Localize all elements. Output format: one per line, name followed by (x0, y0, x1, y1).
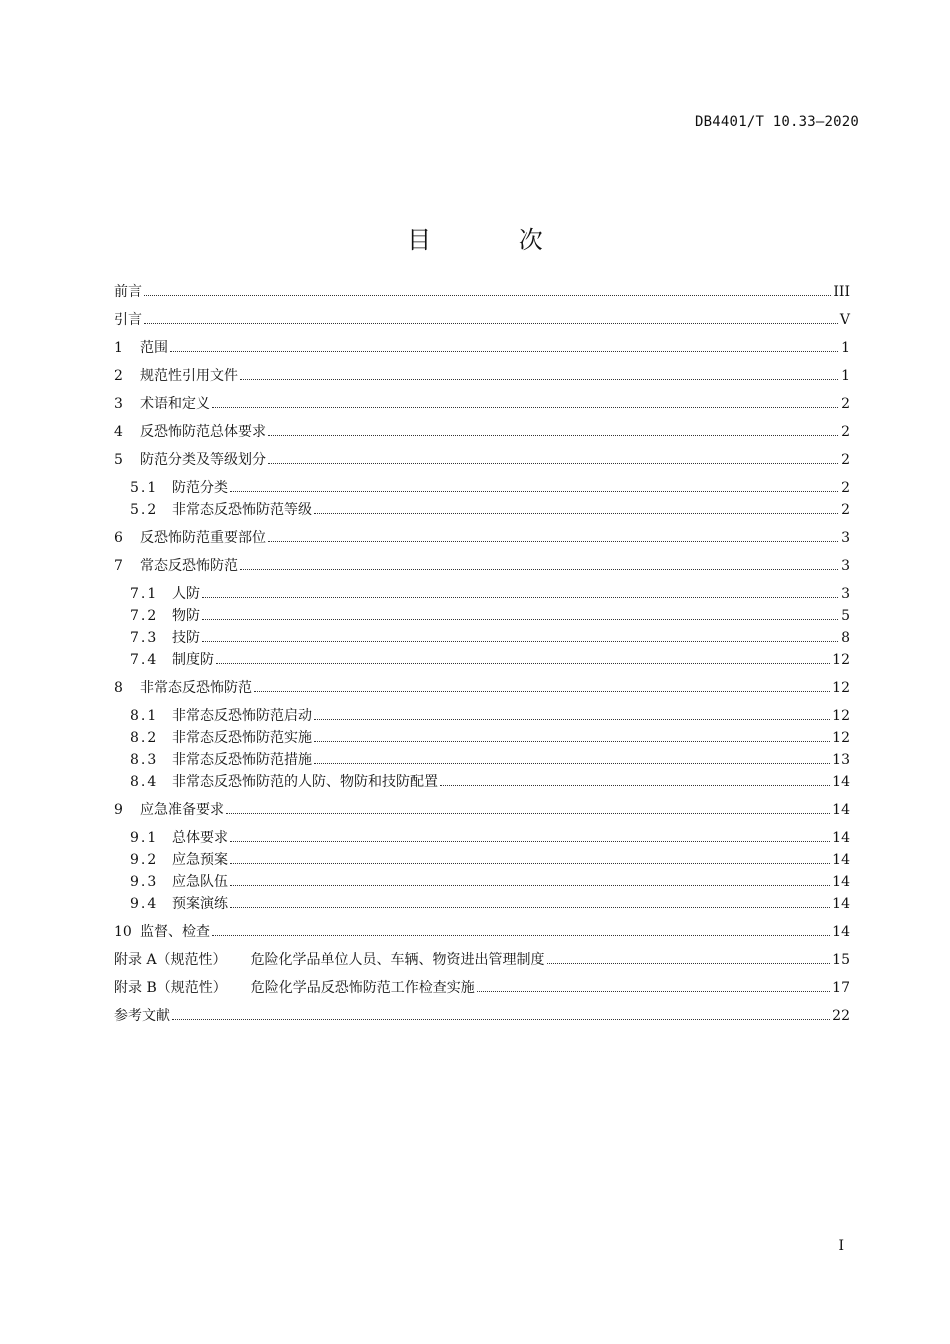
toc-entry-label: 预案演练 (172, 896, 228, 912)
toc-entry[interactable] (114, 871, 850, 893)
toc-entry[interactable] (114, 799, 850, 821)
toc-entry-label: 监督、检查 (140, 924, 210, 940)
toc-entry-page: 15 (832, 952, 850, 968)
toc-entry-label: 非常态反恐怖防范启动 (172, 708, 312, 724)
toc-entry[interactable] (114, 893, 850, 915)
toc-entry-page: 14 (832, 852, 850, 868)
dot-leader (268, 434, 838, 436)
dot-leader (226, 812, 830, 814)
toc-entry-number: 8 (114, 680, 123, 696)
toc-entry-label: 常态反恐怖防范 (140, 558, 238, 574)
toc-entry-label: 总体要求 (172, 830, 228, 846)
dot-leader (314, 762, 830, 764)
toc-entry-label: 制度防 (172, 652, 214, 668)
toc-entry-label: 应急准备要求 (140, 802, 224, 818)
toc-entry-number: 7.3 (130, 630, 159, 646)
toc-entry[interactable] (114, 583, 850, 605)
toc-entry[interactable] (114, 649, 850, 671)
dot-leader (202, 596, 838, 598)
toc-entry-label: 防范分类 (172, 480, 228, 496)
toc-entry-number: 3 (114, 396, 123, 412)
toc-entry-number: 7.1 (130, 586, 159, 602)
toc-entry[interactable] (114, 977, 850, 999)
dot-leader (477, 990, 830, 992)
toc-entry-label: 非常态反恐怖防范 (140, 680, 252, 696)
dot-leader (440, 784, 830, 786)
toc-entry-label: 危险化学品反恐怖防范工作检查实施 (250, 980, 475, 996)
dot-leader (144, 322, 838, 324)
dot-leader (144, 294, 831, 296)
dot-leader (240, 568, 838, 570)
dot-leader (314, 512, 838, 514)
toc-entry-label: 非常态反恐怖防范的人防、物防和技防配置 (172, 774, 438, 790)
dot-leader (172, 1018, 830, 1020)
toc-entry-number: 8.3 (130, 752, 159, 768)
toc-entry-page: V (839, 312, 850, 328)
toc-entry-page: 2 (841, 480, 850, 496)
toc-entry[interactable] (114, 393, 850, 415)
toc-entry-number: 9 (114, 802, 123, 818)
dot-leader (230, 906, 830, 908)
toc-entry[interactable] (114, 421, 850, 443)
toc-entry-number: 4 (114, 424, 123, 440)
toc-entry[interactable] (114, 499, 850, 521)
toc-entry-number: 7 (114, 558, 123, 574)
toc-entry[interactable] (114, 1005, 850, 1027)
toc-entry-label: 非常态反恐怖防范实施 (172, 730, 312, 746)
page-title: 目 次 (407, 226, 583, 255)
toc-entry[interactable] (114, 921, 850, 943)
toc-entry-page: 13 (832, 752, 850, 768)
toc-entry-page: 12 (832, 680, 850, 696)
toc-entry[interactable] (114, 771, 850, 793)
toc-entry[interactable] (114, 527, 850, 549)
toc-entry-label: 规范性引用文件 (140, 368, 238, 384)
toc-entry-label: 非常态反恐怖防范措施 (172, 752, 312, 768)
toc-entry-page: 3 (841, 586, 850, 602)
dot-leader (202, 640, 838, 642)
toc-entry-label: 人防 (172, 586, 200, 602)
dot-leader (268, 462, 838, 464)
toc-entry-page: 1 (841, 368, 850, 384)
toc-entry-page: 14 (832, 874, 850, 890)
toc-entry-number: 8.4 (130, 774, 159, 790)
dot-leader (230, 862, 830, 864)
toc-entry[interactable] (114, 449, 850, 471)
toc-entry[interactable] (114, 555, 850, 577)
dot-leader (254, 690, 830, 692)
toc-entry-page: 5 (841, 608, 850, 624)
toc-entry-label: 非常态反恐怖防范等级 (172, 502, 312, 518)
toc-entry-page: 12 (832, 730, 850, 746)
toc-entry-page: 12 (832, 652, 850, 668)
dot-leader (268, 540, 838, 542)
dot-leader (240, 378, 838, 380)
toc-entry-page: 2 (841, 396, 850, 412)
dot-leader (212, 406, 838, 408)
toc-entry-number: 9.2 (130, 852, 159, 868)
toc-entry-number: 1 (114, 340, 123, 356)
document-code: DB4401/T 10.33—2020 (695, 114, 859, 130)
toc-entry-page: 17 (832, 980, 850, 996)
toc-entry-label: 术语和定义 (140, 396, 210, 412)
toc-entry-page: 2 (841, 502, 850, 518)
toc-entry[interactable] (114, 677, 850, 699)
toc-entry-number: 8.1 (130, 708, 159, 724)
toc-entry-page: 3 (841, 558, 850, 574)
toc-entry-number: 附录 B（规范性） (114, 980, 227, 996)
dot-leader (230, 840, 830, 842)
toc-entry-label: 物防 (172, 608, 200, 624)
toc-entry-number: 7.2 (130, 608, 159, 624)
toc-entry[interactable] (114, 749, 850, 771)
page-number: I (838, 1238, 844, 1254)
toc-entry[interactable] (114, 605, 850, 627)
toc-entry-number: 6 (114, 530, 123, 546)
toc-entry[interactable] (114, 727, 850, 749)
toc-entry-number: 9.1 (130, 830, 159, 846)
toc-entry-page: 2 (841, 452, 850, 468)
toc-entry-label: 范围 (140, 340, 168, 356)
toc-entry-number: 5.2 (130, 502, 159, 518)
toc-entry-page: 14 (832, 774, 850, 790)
toc-entry[interactable] (114, 949, 850, 971)
toc-entry-label: 应急预案 (172, 852, 228, 868)
toc-entry-label: 前言 (114, 284, 142, 300)
dot-leader (212, 934, 830, 936)
toc-entry-number: 7.4 (130, 652, 159, 668)
toc-entry-page: III (833, 284, 850, 300)
toc-entry-page: 14 (832, 896, 850, 912)
toc-entry-number: 9.4 (130, 896, 159, 912)
toc-entry-page: 14 (832, 802, 850, 818)
toc-entry-label: 防范分类及等级划分 (140, 452, 266, 468)
toc-entry-page: 14 (832, 924, 850, 940)
dot-leader (230, 490, 838, 492)
dot-leader (230, 884, 830, 886)
toc-entry-label: 反恐怖防范总体要求 (140, 424, 266, 440)
toc-entry[interactable] (114, 827, 850, 849)
toc-entry-label: 引言 (114, 312, 142, 328)
toc-entry-page: 14 (832, 830, 850, 846)
toc-entry[interactable] (114, 337, 850, 359)
toc-entry-number: 5 (114, 452, 123, 468)
toc-entry-number: 10 (114, 924, 132, 940)
toc-entry[interactable] (114, 705, 850, 727)
toc-entry[interactable] (114, 849, 850, 871)
toc-entry-number: 5.1 (130, 480, 159, 496)
toc-entry-label: 参考文献 (114, 1008, 170, 1024)
toc-entry-number: 9.3 (130, 874, 159, 890)
toc-entry-page: 3 (841, 530, 850, 546)
dot-leader (202, 618, 838, 620)
toc-entry-page: 12 (832, 708, 850, 724)
toc-entry-page: 2 (841, 424, 850, 440)
toc-entry-page: 22 (832, 1008, 850, 1024)
toc-entry[interactable] (114, 309, 850, 331)
toc-entry-label: 应急队伍 (172, 874, 228, 890)
dot-leader (314, 718, 830, 720)
dot-leader (314, 740, 830, 742)
toc-entry-number: 8.2 (130, 730, 159, 746)
toc-entry-number: 2 (114, 368, 123, 384)
toc-entry[interactable] (114, 365, 850, 387)
toc-entry-number: 附录 A（规范性） (114, 952, 227, 968)
toc-entry[interactable] (114, 477, 850, 499)
toc-entry[interactable] (114, 281, 850, 303)
dot-leader (547, 962, 831, 964)
toc-entry-label: 反恐怖防范重要部位 (140, 530, 266, 546)
toc-entry-label: 技防 (172, 630, 200, 646)
toc-entry-page: 8 (841, 630, 850, 646)
toc-entry[interactable] (114, 627, 850, 649)
toc-entry-label: 危险化学品单位人员、车辆、物资进出管理制度 (250, 952, 545, 968)
dot-leader (170, 350, 838, 352)
dot-leader (216, 662, 830, 664)
toc-entry-page: 1 (841, 340, 850, 356)
